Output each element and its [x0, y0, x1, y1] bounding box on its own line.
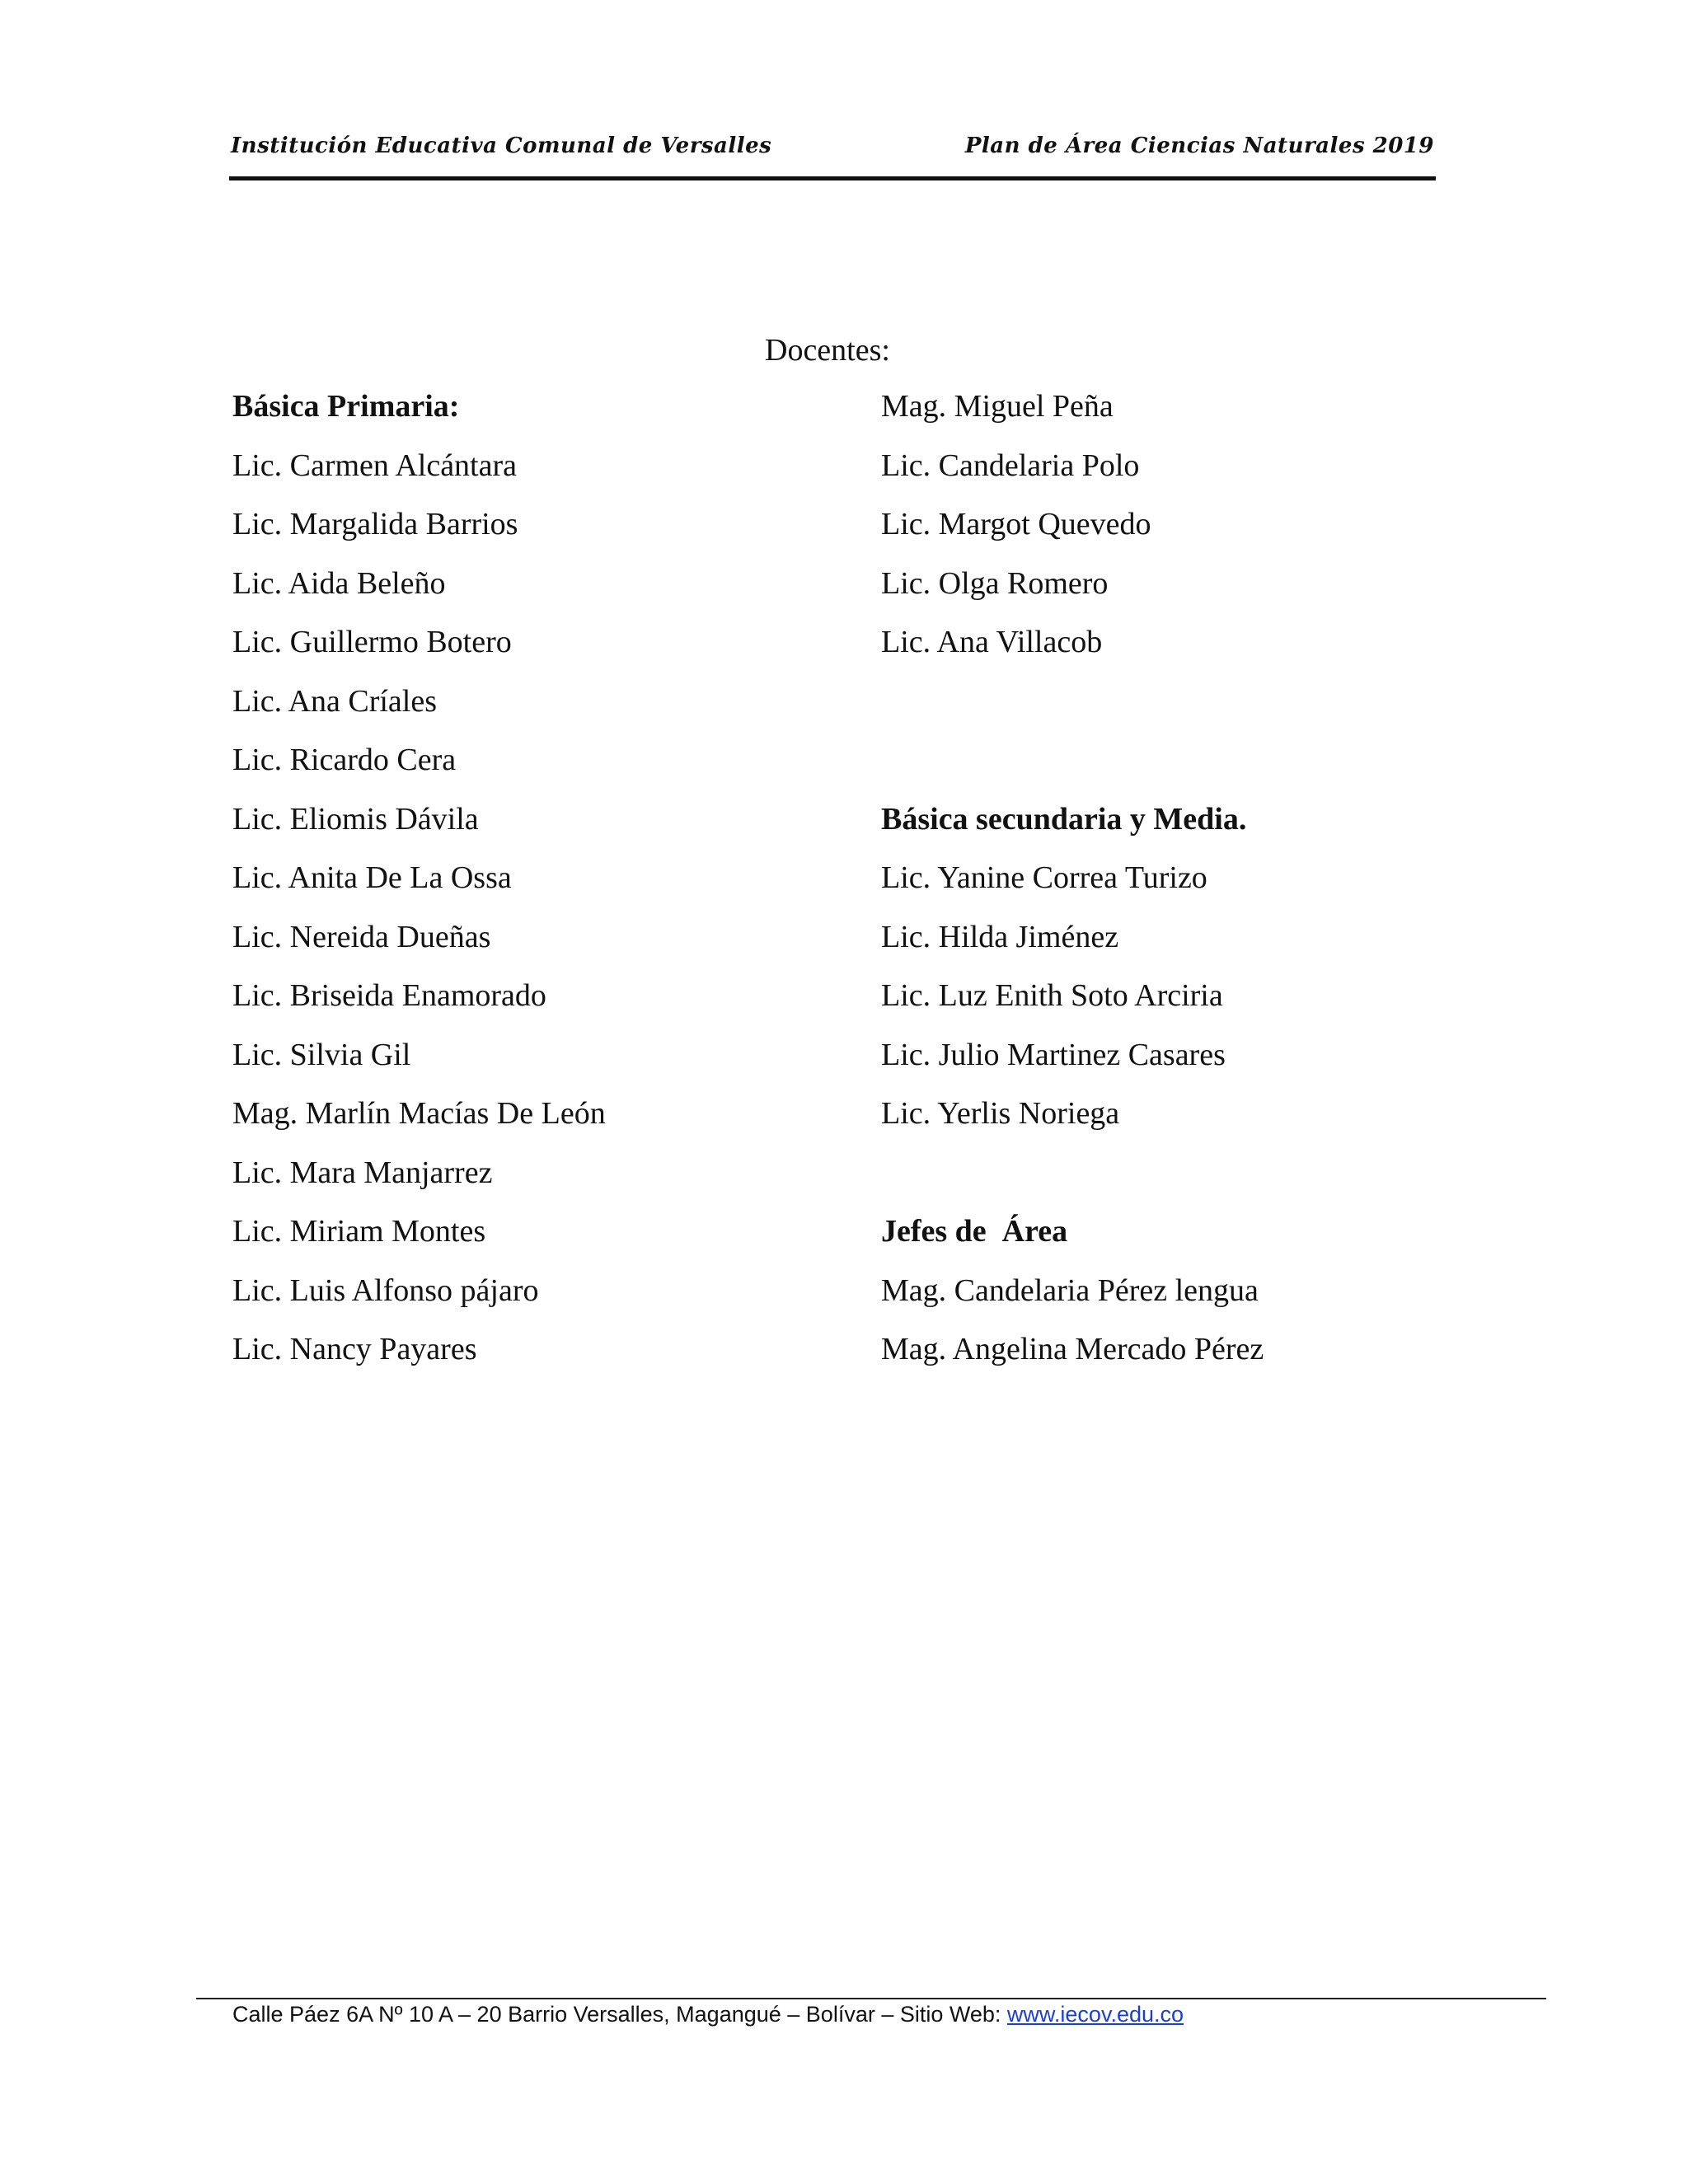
website-link[interactable]: www.iecov.edu.co [1006, 2002, 1184, 2027]
docentes-title: Docentes: [765, 333, 890, 368]
teacher-name: Lic. Hilda Jiménez [881, 919, 1119, 954]
teacher-name: Mag. Angelina Mercado Pérez [881, 1332, 1264, 1366]
teacher-name: Lic. Luz Enith Soto Arciria [881, 978, 1223, 1013]
teacher-name: Lic. Guillermo Botero [232, 625, 512, 659]
footer-rule [196, 1998, 1546, 1999]
basica-primaria-heading: Básica Primaria: [232, 389, 460, 424]
spacer [881, 1155, 1264, 1215]
teacher-name: Lic. Aida Beleño [232, 565, 446, 601]
teacher-name: Lic. Mara Manjarrez [232, 1155, 493, 1190]
teacher-name: Lic. Olga Romero [881, 565, 1109, 601]
teacher-name: Lic. Ricardo Cera [232, 743, 457, 777]
left-column [232, 389, 606, 1391]
teacher-name: Lic. Silvia Gil [232, 1037, 411, 1072]
right-column [881, 389, 1264, 1391]
teacher-name: Lic. Miriam Montes [232, 1214, 486, 1249]
teacher-name: Lic. Margalida Barrios [232, 507, 518, 541]
teacher-name: Lic. Carmen Alcántara [232, 448, 518, 483]
teacher-name: Lic. Nereida Dueñas [232, 919, 491, 954]
page-footer [232, 2002, 1184, 2027]
teacher-name: Lic. Ana Críales [232, 683, 437, 719]
teacher-name: Lic. Anita De La Ossa [232, 860, 512, 895]
teacher-name: Lic. Margot Quevedo [881, 507, 1151, 541]
jefes-area-heading: Jefes de Área [881, 1214, 1068, 1249]
teacher-name: Lic. Nancy Payares [232, 1332, 477, 1366]
spacer [881, 743, 1264, 802]
teacher-name: Lic. Luis Alfonso pájaro [232, 1272, 539, 1308]
header-plan-title: Plan de Área Ciencias Naturales 2019 [964, 134, 1434, 158]
teacher-name: Mag. Marlín Macías De León [232, 1096, 606, 1131]
teacher-name: Lic. Julio Martinez Casares [881, 1037, 1226, 1072]
header-institution: Institución Educativa Comunal de Versalles [231, 134, 772, 158]
teacher-name: Lic. Candelaria Polo [881, 448, 1140, 483]
teacher-name: Lic. Yerlis Noriega [881, 1096, 1120, 1131]
teacher-name: Mag. Miguel Peña [881, 389, 1114, 424]
page-header [229, 134, 1436, 180]
footer-address: Calle Páez 6A Nº 10 A – 20 Barrio Versalles, Magangué – Bolívar – Sitio Web: [232, 2002, 1007, 2027]
teacher-name: Lic. Eliomis Dávila [232, 801, 479, 837]
teacher-name: Lic. Ana Villacob [881, 625, 1103, 659]
teacher-name: Mag. Candelaria Pérez lengua [881, 1272, 1259, 1308]
spacer [881, 684, 1264, 743]
teacher-name: Lic. Briseida Enamorado [232, 978, 546, 1013]
teacher-name: Lic. Yanine Correa Turizo [881, 860, 1207, 895]
basica-secundaria-heading: Básica secundaria y Media. [881, 801, 1247, 837]
